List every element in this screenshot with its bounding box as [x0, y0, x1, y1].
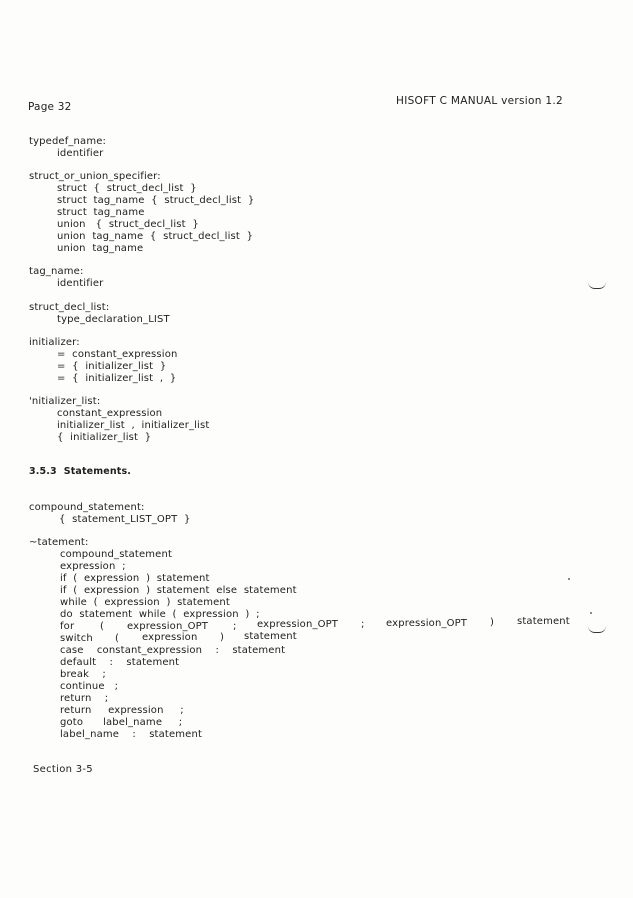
rule-line: { statement_LIST_OPT } — [59, 514, 191, 525]
rule-typedef-name: typedef_name: — [29, 136, 107, 147]
rule-line: if ( expression ) statement else statement — [60, 585, 297, 596]
rule-token: ; — [361, 619, 365, 630]
rule-line: struct tag_name — [57, 207, 145, 218]
page-number: Page 32 — [28, 101, 72, 113]
rule-line: = constant_expression — [57, 349, 178, 360]
rule-line: = { initializer_list , } — [57, 373, 177, 384]
speck — [568, 578, 570, 580]
rule-token: for — [60, 621, 75, 632]
rule-line: default : statement — [60, 657, 180, 668]
section-footer: Section 3-5 — [33, 764, 93, 775]
rule-line: union { struct_decl_list } — [57, 219, 199, 230]
rule-initializer: initializer: — [29, 337, 80, 348]
rule-line: break ; — [60, 669, 106, 680]
rule-line: { initializer_list } — [57, 432, 152, 443]
rule-line: struct tag_name { struct_decl_list } — [57, 195, 255, 206]
manual-title: HISOFT C MANUAL version 1.2 — [396, 95, 563, 107]
margin-mark — [588, 626, 606, 633]
rule-token: ( — [115, 633, 120, 644]
section-heading: 3.5.3 Statements. — [29, 466, 132, 477]
rule-line: compound_statement — [60, 549, 173, 560]
rule-line: if ( expression ) statement — [60, 573, 210, 584]
rule-token: expression — [142, 632, 198, 643]
rule-struct-or-union-specifier: struct_or_union_specifier: — [29, 171, 161, 182]
rule-line: type_declaration_LIST — [57, 314, 170, 325]
rule-token: expression_OPT — [257, 619, 339, 630]
rule-line: expression ; — [60, 561, 126, 572]
rule-line: union tag_name { struct_decl_list } — [57, 231, 254, 242]
rule-token: expression_OPT — [127, 621, 209, 632]
rule-line: do statement while ( expression ) ; — [60, 609, 260, 620]
rule-token: ( — [100, 621, 105, 632]
rule-line: constant_expression — [57, 408, 163, 419]
speck — [590, 612, 592, 614]
rule-token: expression_OPT — [386, 618, 468, 629]
rule-line: return ; — [60, 693, 109, 704]
rule-token: ) — [490, 617, 495, 628]
rule-line: identifier — [57, 278, 104, 289]
rule-tag-name: tag_name: — [29, 266, 84, 277]
rule-token: statement — [244, 631, 297, 642]
rule-line: case constant_expression : statement — [60, 645, 286, 656]
rule-token: ; — [233, 621, 237, 632]
rule-line: while ( expression ) statement — [60, 597, 230, 608]
rule-token: switch — [60, 633, 93, 644]
rule-line: struct { struct_decl_list } — [57, 183, 197, 194]
rule-statement: ~tatement: — [29, 537, 89, 548]
rule-struct-decl-list: struct_decl_list: — [29, 302, 110, 313]
rule-initializer-list: 'nitializer_list: — [29, 396, 101, 407]
rule-token: ) — [220, 632, 225, 643]
rule-line: goto label_name ; — [60, 717, 183, 728]
margin-mark — [588, 282, 606, 289]
rule-line: return expression ; — [60, 705, 184, 716]
rule-compound-statement: compound_statement: — [29, 502, 145, 513]
rule-line: union tag_name — [57, 243, 144, 254]
rule-line: initializer_list , initializer_list — [57, 420, 210, 431]
rule-line: continue ; — [60, 681, 119, 692]
rule-line: = { initializer_list } — [57, 361, 167, 372]
rule-line: identifier — [57, 148, 104, 159]
rule-token: statement — [517, 616, 570, 627]
rule-line: label_name : statement — [60, 729, 203, 740]
